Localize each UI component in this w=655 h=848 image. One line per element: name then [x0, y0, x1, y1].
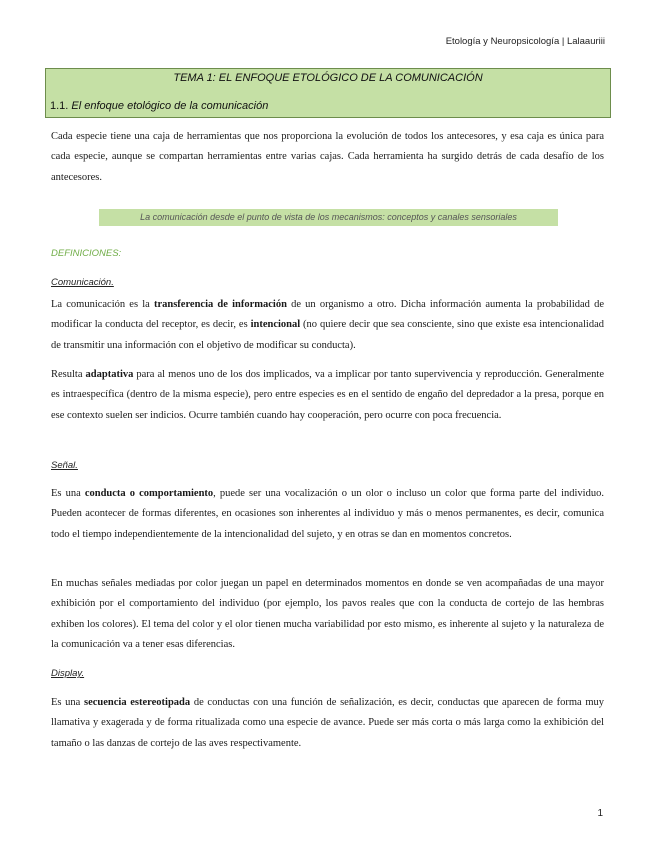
senal-paragraph-1: Es una conducta o comportamiento, puede ser una vocalización o un olor o incluso un color que forma parte del individuo. Pueden acontecer de formas diferentes, en ocasiones son inherentes al individuo y más o menos permanentes, es decir, comunica todo el tiempo independientemente de la intencionalidad del sujeto, y en otras se dan en momentos concretos. — [51, 488, 604, 540]
section-title-text: El enfoque etológico de la comunicación — [71, 100, 269, 112]
running-header: Etología y Neuropsicología | Lalaauriii — [445, 36, 605, 47]
bold-term: transferencia de información — [153, 299, 287, 310]
section-number: 1.1. — [50, 100, 69, 112]
page-number: 1 — [597, 808, 603, 819]
definitions-label: DEFINICIONES: — [51, 248, 122, 259]
bold-term: secuencia estereotipada — [84, 697, 191, 708]
senal-paragraph-2: En muchas señales mediadas por color juegan un papel en determinados momentos en donde se ven acompañadas de una mayor exhibición por el comportamiento del individuo (por ejemplo, los pavos reales que con la conducta de cortejo de las hembras exhiben los colores). El tema del color y el olor tienen mucha variabilidad por esto mismo, es inherente al sujeto y la naturaleza de la comunicación va a tener esas diferencias. — [51, 578, 604, 651]
intro-paragraph: Cada especie tiene una caja de herramientas que nos proporciona la evolución de todos los antecesores, y esa caja es única para cada especie, aunque se compartan herramientas entre varias cajas. Cada herramienta ha surgido detrás de cada desafío de los antecesores. — [51, 131, 604, 183]
heading-senal: Señal. — [51, 460, 78, 471]
section-title — [50, 100, 268, 112]
chapter-title: TEMA 1: EL ENFOQUE ETOLÓGICO DE LA COMUNICACIÓN — [173, 72, 483, 84]
heading-comunicacion: Comunicación. — [51, 277, 114, 288]
chapter-title-box — [45, 68, 611, 118]
display-paragraph-1: Es una secuencia estereotipada de conductas con una función de señalización, es decir, conductas que aparecen de forma muy llamativa y exagerada y de forma ritualizada como una especie de avance. Puede ser más corta o más larga como la exhibición del tamaño o las danzas de cortejo de las aves respectivamente. — [51, 697, 605, 749]
bold-term: adaptativa — [85, 369, 134, 380]
topic-banner: La comunicación desde el punto de vista de los mecanismos: conceptos y canales sensoriales — [99, 209, 558, 226]
heading-display: Display. — [51, 668, 85, 679]
bold-term: conducta o comportamiento — [84, 488, 214, 499]
comunicacion-paragraph-1: La comunicación es la transferencia de información de un organismo a otro. Dicha información aumenta la probabilidad de modificar la conducta del receptor, es decir, es intencional (no quiere decir que sea consciente, sino que existe esa intencionalidad de transmitir una información con el objetivo de modificar su conducta). — [51, 299, 604, 351]
comunicacion-paragraph-2: Resulta adaptativa para al menos uno de los dos implicados, va a implicar por tanto supervivencia y reproducción. Generalmente es intraespecífica (dentro de la misma especie), pero entre especies es en el sentido de engaño del depredador a la presa, porque en ese contexto suelen ser indicios. Ocurre también cuando hay cooperación, pero ocurre con poca frecuencia. — [51, 369, 604, 421]
bold-term: intencional — [250, 319, 301, 331]
